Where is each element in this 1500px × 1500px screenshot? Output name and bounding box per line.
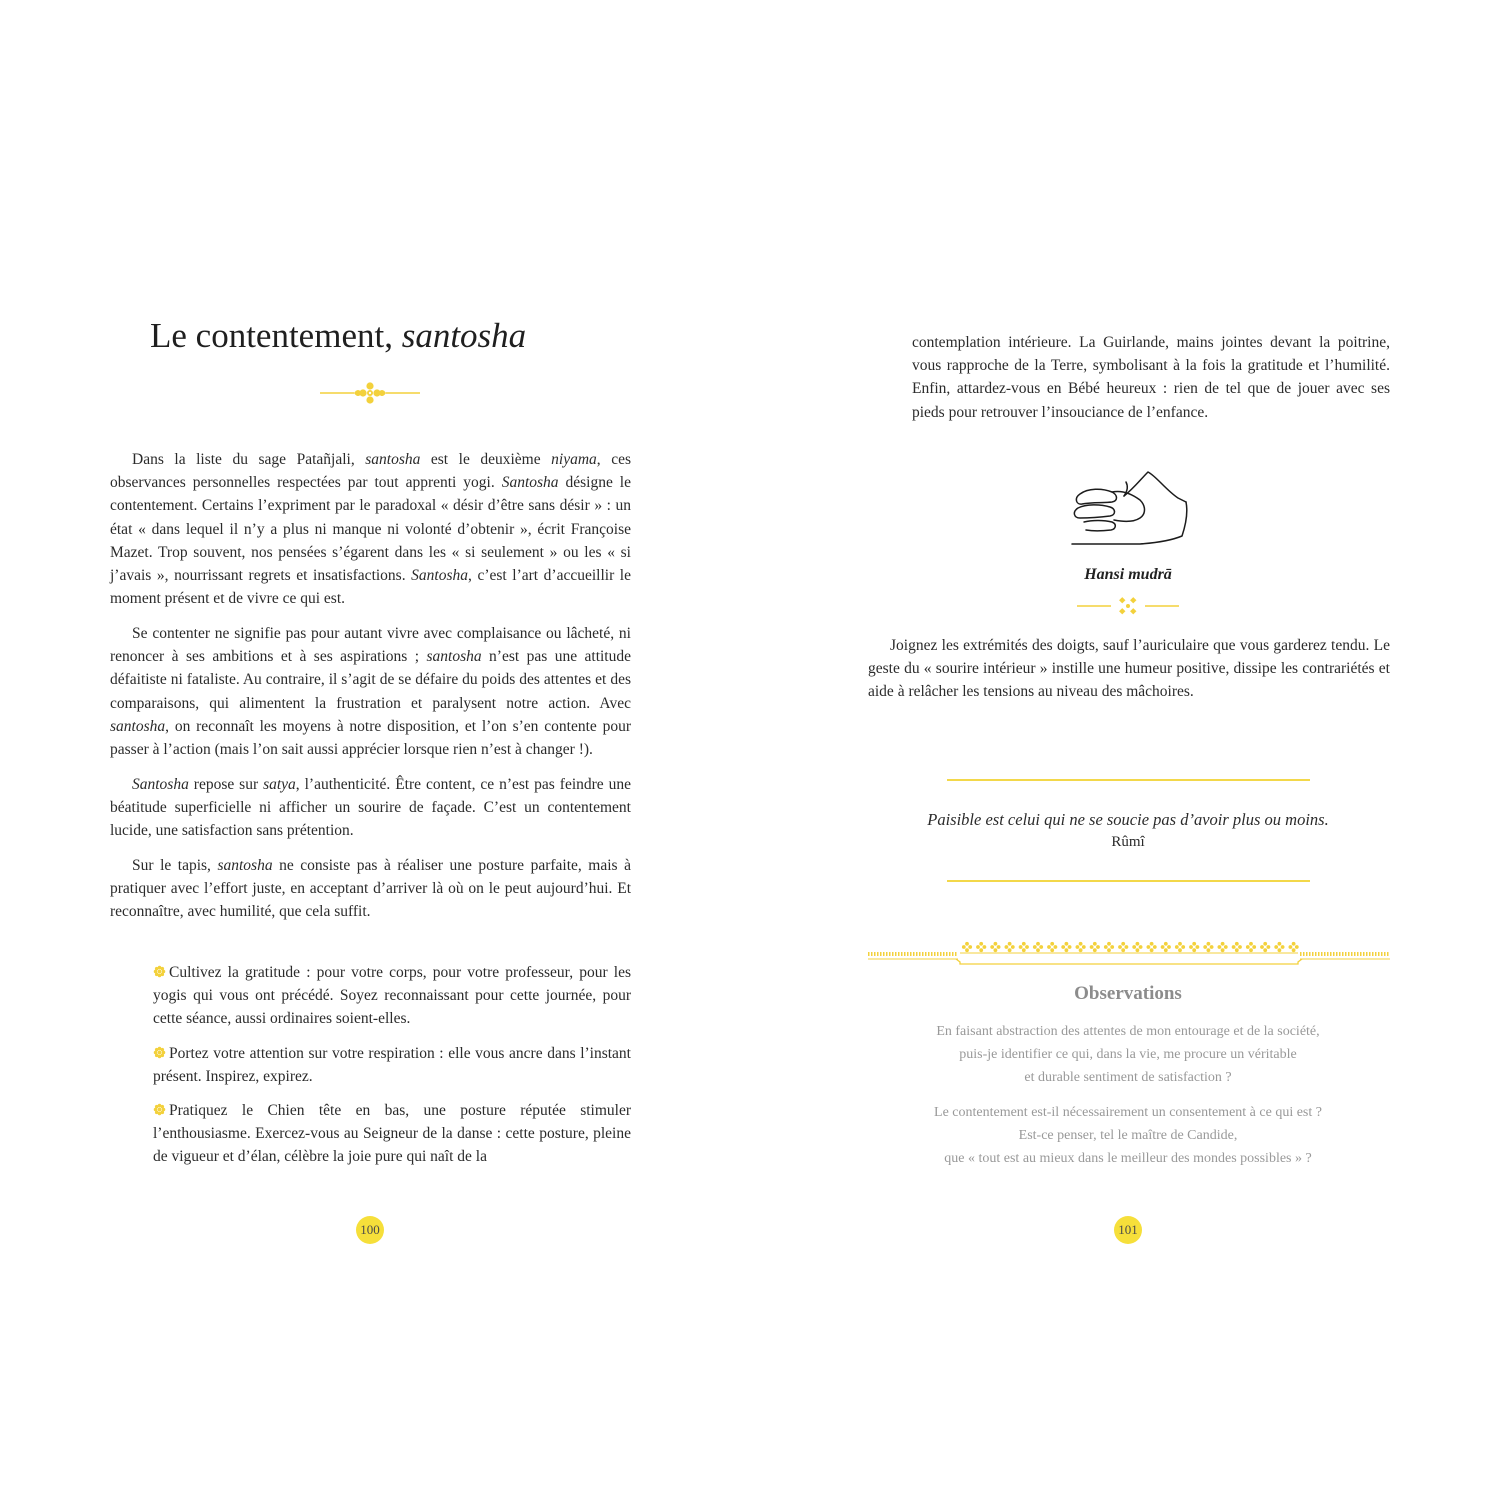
text-run: , ces observances personnelles respectées par tout apprenti yogi. [110, 451, 631, 492]
mudra-caption: Hansi mudrā [1084, 566, 1172, 583]
band-flower [1161, 942, 1171, 952]
quote-block [880, 808, 1376, 854]
text-run: ne consiste pas à réaliser une posture parfaite, mais à pratiquer avec l’effort juste, en acceptant d’arriver là où on le peut aujourd’hui. Et reconnaître, avec humilité, que cela suffit. [110, 856, 631, 921]
observation-line: Le contentement est-il nécessairement un consentement à ce qui est ? [934, 1105, 1322, 1120]
continuation-text [912, 331, 1390, 424]
italic-term: Santosha [501, 474, 559, 492]
practice-item-2 [153, 1042, 631, 1088]
band-flower [1132, 942, 1142, 952]
band-flower [1104, 942, 1114, 952]
band-flower [1218, 942, 1228, 952]
band-flower [1289, 942, 1299, 952]
flower-bullet-icon [153, 965, 166, 978]
title-ornament-icon [318, 378, 422, 408]
observation-line: En faisant abstraction des attentes de mon entourage et de la société, [936, 1024, 1320, 1039]
band-flower [1061, 942, 1071, 952]
band-flower [1076, 942, 1086, 952]
italic-term: Santosha [132, 775, 189, 793]
main-text [110, 448, 631, 935]
band-flower [1118, 942, 1128, 952]
band-flower [1090, 942, 1100, 952]
italic-term: Santosha [411, 567, 468, 585]
page-title [150, 314, 526, 358]
text-run: est le deuxième [420, 451, 552, 468]
observations-title: Observations [1074, 983, 1182, 1004]
practice-text: Cultivez la gratitude : pour votre corps, pour votre professeur, pour les yogis qui vous ont précédé. Soyez reconnaissant pour cette journée, pour cette séance, aussi ordinaires soient-elles. [153, 964, 631, 1028]
page-number-right: 101 [1114, 1216, 1142, 1244]
observation-line: que « tout est au mieux dans le meilleur des mondes possibles » ? [944, 1151, 1312, 1166]
practice-item-1 [153, 961, 631, 1031]
observation-line: Est-ce penser, tel le maître de Candide, [1018, 1128, 1238, 1143]
quote-rule-top [947, 779, 1310, 781]
quote-text: Paisible est celui qui ne se soucie pas d’avoir plus ou moins. [927, 810, 1329, 829]
quote-author: Rûmî [1111, 834, 1145, 850]
band-flower [976, 942, 986, 952]
title-italic: santosha [401, 316, 527, 355]
observation-question-2 [880, 1101, 1376, 1170]
band-flower [1033, 942, 1043, 952]
practice-text: Pratiquez le Chien tête en bas, une posture réputée stimuler l’enthousiasme. Exercez-vous au Seigneur de la danse : cette posture, pleine de vigueur et d’élan, célèbre la joie pure qui naît de la [153, 1102, 631, 1166]
italic-term: santosha [110, 717, 166, 735]
band-flower [990, 942, 1000, 952]
mudra-description [868, 634, 1390, 704]
continuation-paragraph: contemplation intérieure. La Guirlande, mains jointes devant la poitrine, vous rapproche de la Terre, symbolisant à la fois la gratitude et l’humilité. Enfin, attardez-vous en Bébé heureux : rien de tel que de jouer avec ses pieds pour retrouver l’insouciance de l’enfance. [912, 334, 1390, 421]
flower-bullet-icon [153, 1103, 166, 1116]
practice-list [153, 961, 631, 1169]
text-run: Dans la liste du sage Patañjali, [132, 451, 366, 468]
observations-band-ornament [868, 940, 1390, 970]
observation-line: et durable sentiment de satisfaction ? [1024, 1070, 1232, 1085]
italic-term: santosha [426, 648, 482, 666]
text-run: , on reconnaît les moyens à notre disposition, et l’on s’en contente pour passer à l’action (mais l’on sait aussi apprécier lorsque rien n’est à changer !). [110, 717, 631, 758]
band-flower [1274, 942, 1284, 952]
observation-question-1 [880, 1020, 1376, 1089]
text-run: , c’est l’art d’accueillir le moment présent et de vivre ce qui est. [110, 567, 631, 608]
mudra-paragraph: Joignez les extrémités des doigts, sauf l’auriculaire que vous garderez tendu. Le geste du « sourire intérieur » instille une humeur positive, dissipe les contrariétés et aide à relâcher les tensions au niveau des mâchoires. [868, 637, 1390, 701]
band-flower [1175, 942, 1185, 952]
flower-bullet-icon [153, 1046, 166, 1059]
body-paragraph-1 [110, 448, 631, 610]
practice-item-3 [153, 1099, 631, 1169]
band-flower [1189, 942, 1199, 952]
quote-rule-bottom [947, 880, 1310, 882]
diamond-ornament-icon [1075, 596, 1181, 616]
right-page [750, 0, 1500, 1500]
band-flower [1047, 942, 1057, 952]
text-run: repose sur [188, 775, 264, 793]
body-paragraph-3 [110, 773, 631, 843]
italic-term: niyama [551, 451, 597, 468]
body-paragraph-4 [110, 854, 631, 924]
italic-term: santosha [217, 856, 273, 874]
band-flower [1005, 942, 1015, 952]
text-run: , l’authenticité. Être content, ce n’est pas feindre une béatitude superficielle ni afficher un sourire de façade. C’est un contentement lucide, une satisfaction sans prétention. [110, 775, 631, 840]
italic-term: santosha [365, 451, 421, 468]
text-run: n’est pas une attitude défaitiste ni fataliste. Au contraire, il s’agit de se défaire du poids des attentes et des comparaisons, qui alimentent la frustration et paralysent notre action. Avec [110, 648, 631, 712]
page-number-left: 100 [356, 1216, 384, 1244]
title-main: Le contentement, [150, 316, 402, 355]
text-run: Sur le tapis, [132, 856, 218, 874]
band-flower [1232, 942, 1242, 952]
band-flower [1019, 942, 1029, 952]
text-run: Se contenter ne signifie pas pour autant vivre avec complaisance ou lâcheté, ni renoncer à ses ambitions et à ses aspirations ; [110, 624, 631, 666]
band-flower [1147, 942, 1157, 952]
body-paragraph-2 [110, 622, 631, 761]
band-flower [962, 942, 972, 952]
practice-text: Portez votre attention sur votre respiration : elle vous ancre dans l’instant présent. Inspirez, expirez. [153, 1044, 631, 1085]
band-flower [1260, 942, 1270, 952]
text-run: désigne le contentement. Certains l’expriment par le paradoxal « désir d’être sans désir » : un état « dans lequel il n’y a plus ni manque ni volonté d’obtenir », écrit Françoise Mazet. Trop souvent, nos pensées s’égarent dans les « si seulement » ou les « si j’avais », nourrissant regrets et insatisfactions. [110, 474, 631, 585]
observation-line: puis-je identifier ce qui, dans la vie, me procure un véritable [959, 1047, 1297, 1062]
band-flower [1246, 942, 1256, 952]
band-flower [1203, 942, 1213, 952]
hand-mudra-illustration [1066, 468, 1190, 550]
italic-term: satya [263, 775, 296, 793]
